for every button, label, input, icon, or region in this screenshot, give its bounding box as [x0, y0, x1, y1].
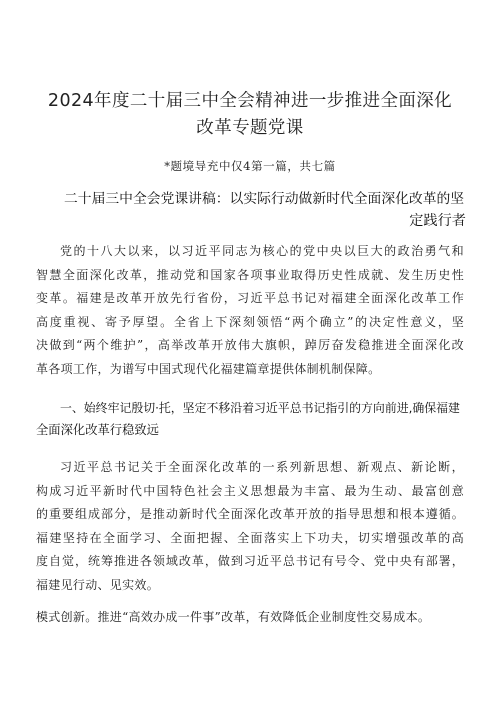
paragraph-line: 决做到“两个维护”，高举改革开放伟大旗帜，踔厉奋发稳推进全面深化改 [36, 338, 464, 353]
subsection-heading [36, 397, 466, 441]
subsection-heading-line: 一、始终牢记殷切·托，坚定不移沿着习近平总书记指引的方向前进,确保福建 [60, 401, 460, 415]
paragraph-line: 智慧全面深化改革，推动党和国家各项事业取得历史性成就、发生历史性 [36, 267, 464, 282]
section-heading-line: 定践行者 [409, 213, 466, 229]
body-paragraph [36, 240, 464, 382]
section-heading [36, 188, 466, 232]
paragraph-line: 习近平总书记关于全面深化改革的一系列新思想、新观点、新论断， [60, 460, 464, 474]
document-title-line: 改革专题党课 [196, 118, 304, 138]
paragraph-line: 高度重视、寄予厚望。全省上下深刻领悟“两个确立”的决定性意义，坚 [36, 314, 464, 329]
subsection-heading-line: 全面深化改革行稳致远 [36, 423, 159, 437]
body-paragraph [36, 606, 464, 630]
document-title [30, 88, 470, 142]
paragraph-line: 革各项工作，为谱写中国式现代化福建篇章提供体制机制保障。 [36, 361, 381, 376]
paragraph-line: 福建坚持在全面学习、全面把握、全面落实上下功夫，切实增强改革的高 [36, 530, 464, 545]
paragraph-line: 度自觉，统筹推进各领域改革，做到习近平总书记有号令、党中央有部署， [36, 554, 464, 569]
paragraph-line: 构成习近平新时代中国特色社会主义思想最为丰富、最为生动、最富创意 [36, 483, 464, 498]
document-title-line: 2024年度二十届三中全会精神进一步推进全面深化 [47, 91, 453, 111]
body-paragraph [36, 456, 464, 598]
paragraph-line: 福建见行动、见实效。 [36, 577, 160, 592]
paragraph-line: 变革。福建是改革开放先行省份，习近平总书记对福建全面深化改革工作 [36, 291, 464, 306]
paragraph-line: 的重要组成部分，是推动新时代全面深化改革开放的指导思想和根本遵循。 [36, 507, 464, 522]
document-meta-line: *题境导充中仅4第一篇，共七篇 [164, 159, 336, 173]
paragraph-line: 模式创新。推进“高效办成一件事”改革，有效降低企业制度性交易成本。 [36, 610, 431, 624]
section-heading-line: 二十届三中全会党课讲稿：以实际行动做新时代全面深化改革的坚 [64, 191, 465, 207]
paragraph-line: 党的十八大以来，以习近平同志为核心的党中央以巨大的政治勇气和 [60, 244, 464, 258]
